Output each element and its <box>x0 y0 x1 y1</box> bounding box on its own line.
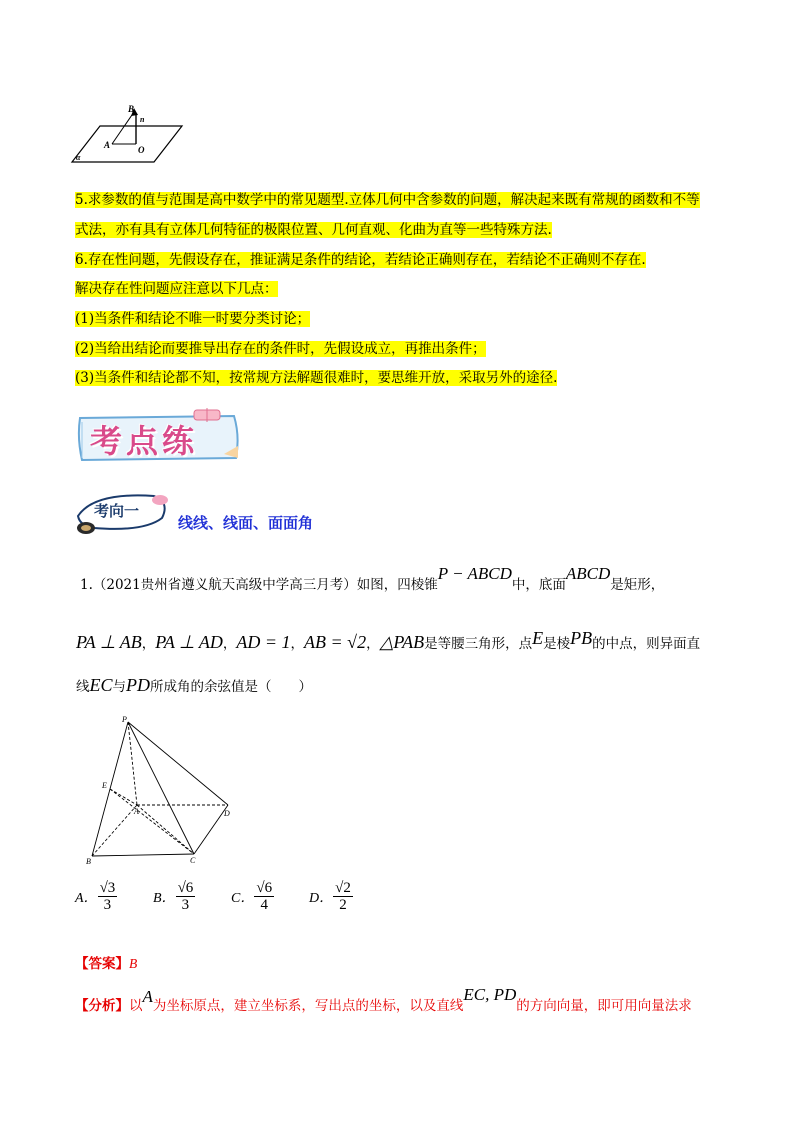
answer-value: B <box>129 956 138 971</box>
edge-pa <box>128 722 137 805</box>
answer-options <box>75 880 387 913</box>
question-line-3: 线EC与PD所成角的余弦值是（ ） <box>76 675 313 695</box>
question-line-2: PA ⊥ AB，PA ⊥ AD，AD = 1，AB = √2，△PAB是等腰三角形，点E是棱PB的中点，则异面直 <box>76 628 701 652</box>
option-b-fraction: $\frac{√6}{3}$ <box>177 880 194 913</box>
note-5-line2: 式法，亦有具有立体几何特征的极限位置、几何直观、化曲为直等一些特殊方法. <box>75 222 552 238</box>
note-5-line1: 5.求参数的值与范围是高中数学中的常见题型.立体几何中含参数的问题，解决起来既有常规的函数和不等 <box>75 192 700 208</box>
note-point-2: (2)当给出结论而要推导出存在的条件时，先假设成立，再推出条件； <box>75 341 486 357</box>
section-badge <box>74 488 174 538</box>
note-point-1: (1)当条件和结论不唯一时要分类讨论； <box>75 311 311 327</box>
option-b[interactable]: B． $\frac{√6}{3}$ <box>153 880 194 913</box>
banner-title: 考点练 <box>90 422 199 460</box>
plane-normal-figure <box>70 100 190 170</box>
section-title: 线线、线面、面面角 <box>178 514 314 532</box>
question-line-1: 1.（2021贵州省遵义航天高级中学高三月考）如图，四棱锥P − ABCD中，底面ABCD是矩形， <box>80 564 665 593</box>
analysis-line: 【分析】以A为坐标原点，建立坐标系，写出点的坐标，以及直线EC, PD的方向向量，即可用向量法求 <box>75 985 692 1014</box>
segment-ea <box>110 789 137 805</box>
edge-pc <box>128 722 194 854</box>
segment-ac <box>137 805 194 854</box>
option-d-fraction: $\frac{√2}{2}$ <box>335 880 351 913</box>
label-a: A <box>104 140 111 150</box>
segment-ab <box>112 112 134 144</box>
option-c-fraction: $\frac{√6}{4}$ <box>256 880 273 913</box>
note-intro: 解决存在性问题应注意以下几点： <box>75 281 278 297</box>
note-point-3: (3)当条件和结论都不知，按常规方法解题很难时，要思维开放，采取另外的途径. <box>75 370 558 386</box>
label-a2: A <box>134 807 139 816</box>
section-badge-label: 考向一 <box>94 502 140 520</box>
analysis-tag: 【分析】 <box>75 998 129 1014</box>
label-b2: B <box>86 857 91 866</box>
label-o: O <box>138 145 145 155</box>
option-c[interactable]: C． $\frac{√6}{4}$ <box>231 880 273 913</box>
label-n: n <box>140 115 145 124</box>
edge-cd <box>194 805 228 854</box>
edge-pd <box>128 722 228 805</box>
answer-line <box>75 954 137 974</box>
pyramid-figure <box>82 712 242 867</box>
answer-tag: 【答案】 <box>75 956 129 972</box>
label-b: B <box>128 104 135 114</box>
option-a[interactable]: A． $\frac{√3}{3}$ <box>75 880 116 913</box>
note-6: 6.存在性问题，先假设存在，推证满足条件的结论，若结论正确则存在，若结论不正确则不存在. <box>75 252 646 268</box>
option-d[interactable]: D． $\frac{√2}{2}$ <box>309 880 351 913</box>
banner-kaodianlian <box>74 408 244 464</box>
label-d: D <box>224 809 230 818</box>
option-a-fraction: $\frac{√3}{3}$ <box>99 880 116 913</box>
label-p: P <box>122 715 127 724</box>
label-alpha: α <box>76 153 81 162</box>
label-e: E <box>102 781 107 790</box>
label-c: C <box>190 856 196 865</box>
edge-bc <box>92 854 194 856</box>
